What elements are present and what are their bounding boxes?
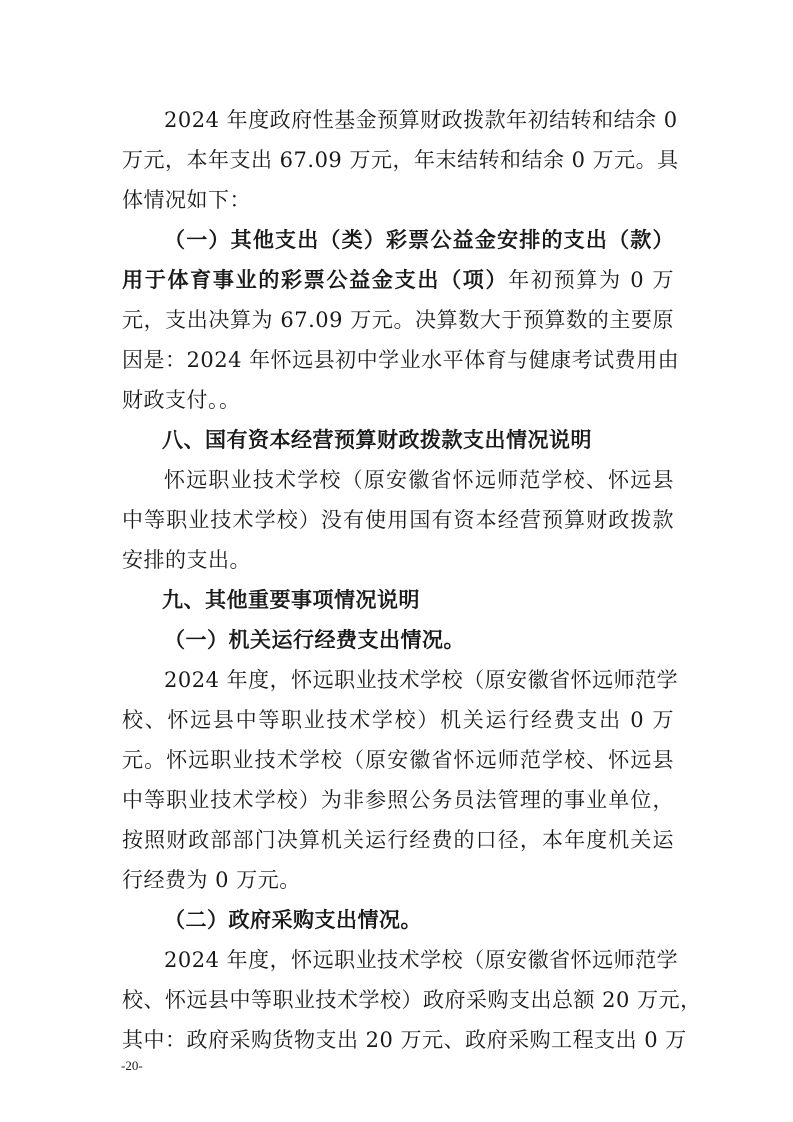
subsection-heading: （一）其他支出（类）彩票公益金安排的支出（款） <box>164 228 674 252</box>
paragraph-line: 2024 年度，怀远职业技术学校（原安徽省怀远师范学 <box>164 668 679 692</box>
subsection-heading-continued: 用于体育事业的彩票公益金支出（项） <box>122 268 509 292</box>
paragraph-text: 年初预算为 0 万 <box>508 268 675 292</box>
paragraph-line: 行经费为 0 万元。 <box>122 868 301 892</box>
page-number: -20- <box>121 1058 143 1073</box>
subsection-heading-9-1: （一）机关运行经费支出情况。 <box>164 628 465 652</box>
paragraph-line: 元，支出决算为 67.09 万元。决算数大于预算数的主要原 <box>122 308 674 332</box>
paragraph-line: 中等职业技术学校）没有使用国有资本经营预算财政拨款 <box>122 508 674 532</box>
subsection-heading-9-2: （二）政府采购支出情况。 <box>164 908 422 932</box>
paragraph-line: 中等职业技术学校）为非参照公务员法管理的事业单位， <box>122 788 674 812</box>
paragraph-line: 怀远职业技术学校（原安徽省怀远师范学校、怀远县 <box>164 468 674 492</box>
paragraph-line: 2024 年度，怀远职业技术学校（原安徽省怀远师范学 <box>164 948 679 972</box>
paragraph-line-mixed <box>122 262 674 298</box>
paragraph-line: 2024 年度政府性基金预算财政拨款年初结转和结余 0 <box>164 108 678 132</box>
paragraph-line: 元。怀远职业技术学校（原安徽省怀远师范学校、怀远县 <box>122 748 674 772</box>
paragraph-line: 安排的支出。 <box>122 548 251 572</box>
paragraph-line: 因是：2024 年怀远县初中学业水平体育与健康考试费用由 <box>122 348 680 372</box>
paragraph-line: 财政支付。。 <box>122 388 241 412</box>
paragraph-line: 按照财政部部门决算机关运行经费的口径，本年度机关运 <box>122 828 674 852</box>
section-heading-9: 九、其他重要事项情况说明 <box>162 588 420 612</box>
section-heading-8: 八、国有资本经营预算财政拨款支出情况说明 <box>162 428 592 452</box>
paragraph-line: 其中：政府采购货物支出 20 万元、政府采购工程支出 0 万 <box>122 1028 687 1052</box>
paragraph-line: 体情况如下： <box>122 188 251 212</box>
paragraph-line: 校、怀远县中等职业技术学校）机关运行经费支出 0 万 <box>122 708 674 732</box>
paragraph-line: 校、怀远县中等职业技术学校）政府采购支出总额 20 万元， <box>122 988 702 1012</box>
paragraph-line: 万元，本年支出 67.09 万元，年末结转和结余 0 万元。具 <box>122 148 679 172</box>
